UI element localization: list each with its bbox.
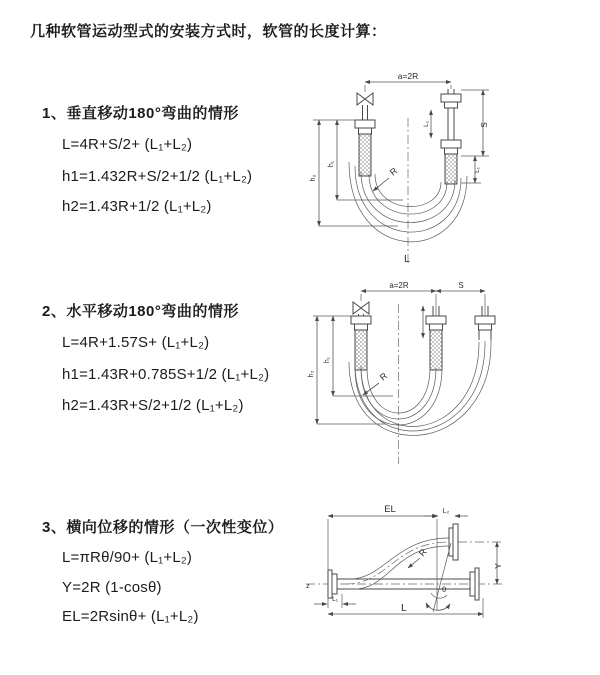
dim-theta (426, 543, 451, 612)
section-3-formula-L: L=πRθ/90+ (L₁+L₂) (62, 549, 193, 566)
theta-label: θ (442, 585, 447, 594)
section-3-formula-Y: Y=2R (1-cosθ) (62, 579, 162, 596)
dim-l2 (424, 508, 468, 516)
section-2-formula-h2: h2=1.43R+S/2+1/2 (L₁+L₂) (62, 397, 244, 414)
diagram-lateral-displacement (298, 500, 600, 652)
section-3-formula-EL: EL=2Rsinθ+ (L₁+L₂) (62, 608, 199, 625)
l2-label: L₂ (442, 508, 450, 515)
dim-a2r (365, 71, 451, 92)
section-2-formula-L: L=4R+1.57S+ (L₁+L₂) (62, 334, 210, 351)
diagram-horizontal-180-bend (303, 276, 600, 471)
valve-icon (357, 93, 373, 120)
length-label: L (404, 253, 410, 265)
dim-radius (373, 165, 400, 191)
centerline-mark: z (306, 581, 310, 590)
section-2-formula-h1: h1=1.43R+0.785S+1/2 (L₁+L₂) (62, 366, 270, 383)
left-pipe (355, 120, 375, 176)
radius-label: R (377, 370, 390, 383)
dim-l1 (314, 594, 356, 608)
dim-l1-right (461, 156, 481, 183)
dim-radius (408, 546, 429, 568)
dim-h1 (313, 316, 393, 396)
el-label: EL (384, 504, 396, 515)
right-pipe (441, 89, 461, 184)
dim-s (436, 281, 485, 291)
h1-label: h₁ (324, 356, 331, 364)
dim-s-label: S (458, 281, 464, 290)
l-label: L (401, 602, 407, 614)
section-3-heading: 3、横向位移的情形（一次性变位） (42, 519, 284, 536)
s-label: S (480, 122, 489, 128)
h1-label: h₁ (328, 160, 335, 168)
dim-l1-pipe (423, 110, 431, 138)
radius-label: R (387, 165, 400, 178)
section-1-formula-h1: h1=1.432R+S/2+1/2 (L₁+L₂) (62, 168, 253, 185)
y-label: Y (493, 563, 503, 569)
dim-a2r-label: a=2R (389, 281, 409, 290)
section-1-formula-L: L=4R+S/2+ (L₁+L₂) (62, 136, 193, 153)
section-1-heading: 1、垂直移动180°弯曲的情形 (42, 105, 239, 122)
l1-right-label: L₁ (474, 167, 481, 173)
middle-pipe (426, 306, 446, 370)
diagram-vertical-180-bend (303, 66, 593, 271)
left-pipe (351, 316, 371, 370)
dim-y (493, 542, 503, 584)
dim-l (328, 598, 483, 618)
section-1-formula-h2: h2=1.43R+1/2 (L₁+L₂) (62, 198, 212, 215)
dim-s (461, 90, 489, 156)
top-right-flange (449, 524, 502, 560)
section-2-heading: 2、水平移动180°弯曲的情形 (42, 303, 239, 320)
h2-label: h₂ (308, 370, 315, 378)
hose-s-curve (346, 538, 449, 589)
hose-u-curves (349, 340, 491, 435)
dim-h2 (310, 120, 398, 226)
dim-a2r (361, 281, 436, 291)
valve-icon (353, 302, 369, 316)
page-title: 几种软管运动型式的安装方式时，软管的长度计算： (30, 23, 387, 40)
h2-label: h₂ (310, 174, 317, 182)
radius-label: R (416, 546, 429, 559)
l1-label: L₁ (332, 596, 338, 603)
dim-a2r-label: a=2R (397, 71, 419, 81)
left-flange (328, 570, 337, 598)
right-flange (470, 568, 479, 600)
l1-pipe-label: L₁ (423, 121, 430, 127)
